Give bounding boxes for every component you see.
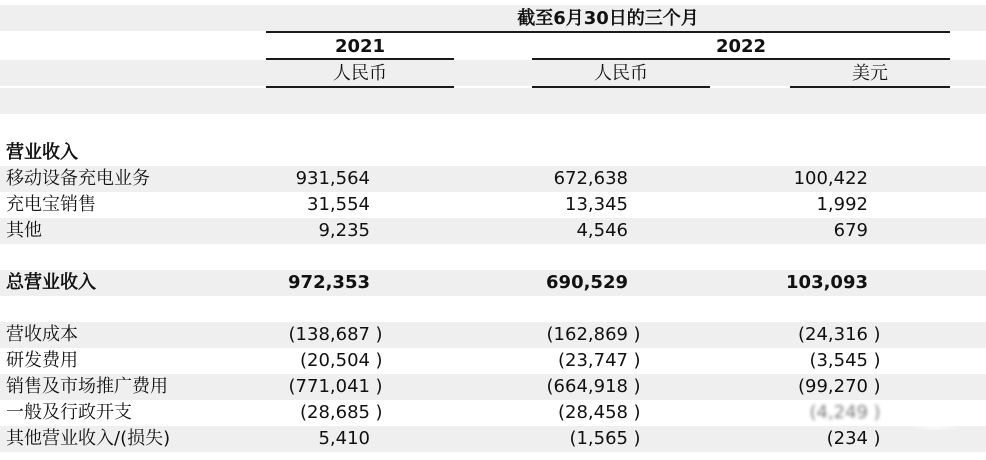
selling-usd: (99,270 [797,376,868,397]
rnd-2021-close-paren: ) [375,350,383,371]
other-op-2022: (1,565 [569,428,628,449]
watermark-smudge [905,404,965,430]
row-label-total: 总营业收入 [6,272,96,293]
selling-2022: (664,918 [546,376,628,397]
mobile-usd: 100,422 [793,168,868,189]
admin-usd-close-paren: ) [873,402,881,423]
total-2022: 690,529 [546,272,628,293]
selling-2021-close-paren: ) [375,376,383,397]
currency-rule-3 [790,86,950,88]
row-label-mobile: 移动设备充电业务 [6,168,150,189]
currency-rule-2 [532,86,710,88]
other-op-2022-close-paren: ) [633,428,641,449]
cost-2022: (162,869 [546,324,628,345]
selling-2021: (771,041 [288,376,370,397]
currency-usd-2022: 美元 [852,63,888,84]
row-label-other: 其他 [6,220,42,241]
rnd-2022: (23,747 [557,350,628,371]
cost-2022-close-paren: ) [633,324,641,345]
row-label-selling: 销售及市场推广费用 [6,376,168,397]
cost-2021-close-paren: ) [375,324,383,345]
other-2021: 9,235 [318,220,370,241]
row-label-admin: 一般及行政开支 [6,402,132,423]
rnd-usd: (3,545 [809,350,868,371]
admin-2021-close-paren: ) [375,402,383,423]
powerbank-2022: 13,345 [565,194,628,215]
row-label-cost: 营收成本 [6,324,78,345]
rnd-2021: (20,504 [299,350,370,371]
period-rule [266,31,950,33]
rnd-2022-close-paren: ) [633,350,641,371]
period-header: 截至6月30日的三个月 [517,8,699,29]
revenue-section-title: 营业收入 [6,142,78,163]
cost-usd-close-paren: ) [873,324,881,345]
cost-2021: (138,687 [288,324,370,345]
rnd-usd-close-paren: ) [873,350,881,371]
row-label-other-op: 其他营业收入/(损失) [6,428,171,449]
currency-rule-1 [266,86,454,88]
year-2022-header: 2022 [715,36,767,57]
band-blank [0,88,986,114]
currency-rmb-2022: 人民币 [594,63,648,84]
year-2021-rule [266,58,454,60]
other-op-usd-close-paren: ) [873,428,881,449]
mobile-2022: 672,638 [553,168,628,189]
total-2021: 972,353 [288,272,370,293]
currency-rmb-2021: 人民币 [333,63,387,84]
year-2022-rule [532,58,950,60]
selling-usd-close-paren: ) [873,376,881,397]
powerbank-usd: 1,992 [816,194,868,215]
row-label-powerbank: 充电宝销售 [6,194,96,215]
other-2022: 4,546 [576,220,628,241]
admin-2022-close-paren: ) [633,402,641,423]
mobile-2021: 931,564 [295,168,370,189]
admin-2022: (28,458 [557,402,628,423]
cost-usd: (24,316 [797,324,868,345]
selling-2022-close-paren: ) [633,376,641,397]
other-op-usd: (234 [826,428,868,449]
powerbank-2021: 31,554 [307,194,370,215]
year-2021-header: 2021 [334,36,386,57]
other-usd: 679 [833,220,868,241]
admin-usd: (4,249 [809,402,868,423]
total-usd: 103,093 [786,272,868,293]
row-label-rnd: 研发费用 [6,350,78,371]
other-op-2021: 5,410 [318,428,370,449]
admin-2021: (28,685 [299,402,370,423]
